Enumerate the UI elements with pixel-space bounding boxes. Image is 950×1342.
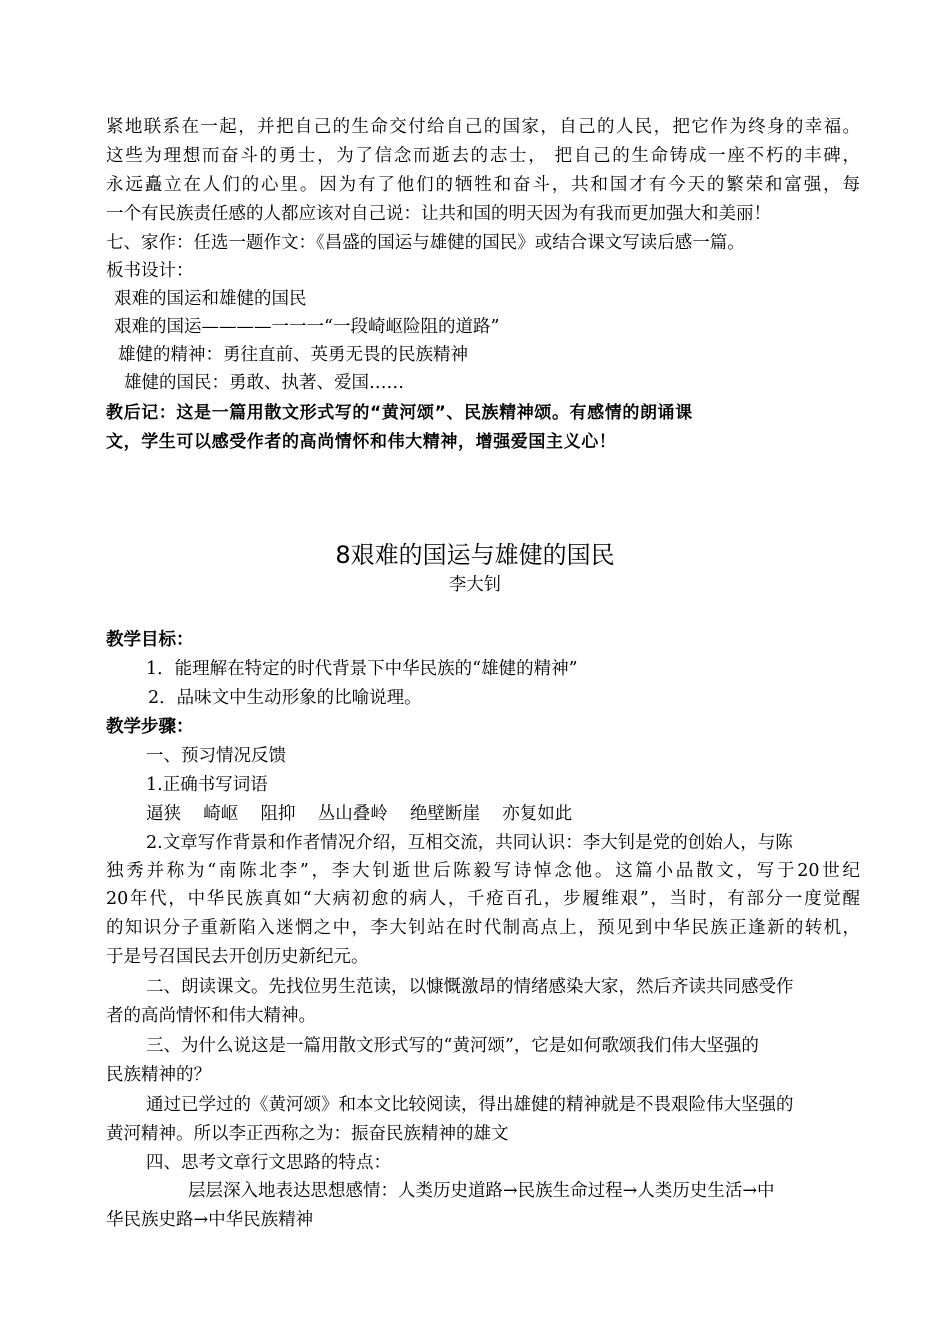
paragraph-line: 三、为什么说这是一篇用散文形式写的“黄河颂”，它是如何歌颂我们伟大坚强的 (146, 1036, 759, 1056)
afterword-line: 文，学生可以感受作者的高尚情怀和伟大精神，增强爱国主义心！ (106, 432, 617, 452)
paragraph-line: 永远矗立在人们的心里。因为有了他们的牺牲和奋斗，共和国才有今天的繁荣和富强，每 (106, 175, 860, 195)
paragraph-line: 二、朗读课文。先找位男生范读，以慷慨激昂的情绪感染大家，然后齐读共同感受作 (146, 977, 794, 997)
paragraph-line: 20年代，中华民族真如“大病初愈的病人，千疮百孔，步履维艰”，当时，有部分一度觉醒 (106, 889, 860, 909)
paragraph-line: 层层深入地表达思想感情：人类历史道路→民族生命过程→人类历史生活→中 (188, 1181, 775, 1201)
step-subheading: 1.正确书写词语 (146, 775, 268, 795)
goal-item: 1．能理解在特定的时代背景下中华民族的“雄健的精神” (146, 659, 578, 679)
steps-heading: 教学步骤： (106, 717, 194, 737)
board-design-line: 雄健的国民：勇敢、执著、爱国…… (124, 373, 404, 393)
goal-item: 2．品味文中生动形象的比喻说理。 (148, 688, 422, 708)
board-design-line: 艰难的国运和雄健的国民 (114, 289, 307, 309)
board-design-line: 雄健的精神：勇往直前、英勇无畏的民族精神 (118, 345, 468, 365)
paragraph-line: 的知识分子重新陷入迷惘之中，李大钊站在时代制高点上，预见到中华民族正逢新的转机， (106, 918, 860, 938)
paragraph-line: 民族精神的？ (106, 1065, 211, 1085)
paragraph-line: 通过已学过的《黄河颂》和本文比较阅读，得出雄健的精神就是不畏艰险伟大坚强的 (146, 1095, 794, 1115)
paragraph-line: 一个有民族责任感的人都应该对自己说：让共和国的明天因为有我而更加强大和美丽！ (106, 204, 771, 224)
paragraph-line: 紧地联系在一起，并把自己的生命交付给自己的国家，自己的人民，把它作为终身的幸福。 (106, 117, 860, 137)
step-heading: 一、预习情况反馈 (146, 746, 286, 766)
board-design-heading: 板书设计： (106, 261, 194, 281)
afterword-line: 教后记：这是一篇用散文形式写的“黄河颂”、民族精神颂。有感情的朗诵课 (106, 403, 693, 423)
homework-line: 七、家作：任选一题作文：《昌盛的国运与雄健的国民》或结合课文写读后感一篇。 (106, 233, 745, 253)
paragraph-line: 黄河精神。所以李正西称之为：振奋民族精神的雄文 (106, 1124, 509, 1144)
paragraph-line: 华民族史路→中华民族精神 (106, 1210, 314, 1230)
paragraph-line: 独秀并称为“南陈北李”，李大钊逝世后陈毅写诗悼念他。这篇小品散文，写于20世纪 (106, 861, 860, 881)
lesson-title: 8艰难的国运与雄健的国民 (335, 541, 615, 569)
board-design-line: 艰难的国运————一一一“一段崎岖险阻的道路” (114, 317, 500, 337)
lesson-author: 李大钊 (448, 575, 502, 595)
goals-heading: 教学目标： (106, 630, 194, 650)
step-heading: 四、思考文章行文思路的特点： (146, 1153, 391, 1173)
paragraph-line: 2.文章写作背景和作者情况介绍，互相交流，共同认识：李大钊是党的创始人，与陈 (146, 833, 793, 853)
paragraph-line: 这些为理想而奋斗的勇士，为了信念而逝去的志士， 把自己的生命铸成一座不朽的丰碑， (106, 146, 860, 166)
paragraph-line: 者的高尚情怀和伟大精神。 (106, 1006, 316, 1026)
paragraph-line: 于是号召国民去开创历史新纪元。 (106, 947, 369, 967)
vocabulary-words: 逼狭 崎岖 阻抑 丛山叠岭 绝壁断崖 亦复如此 (146, 804, 573, 824)
